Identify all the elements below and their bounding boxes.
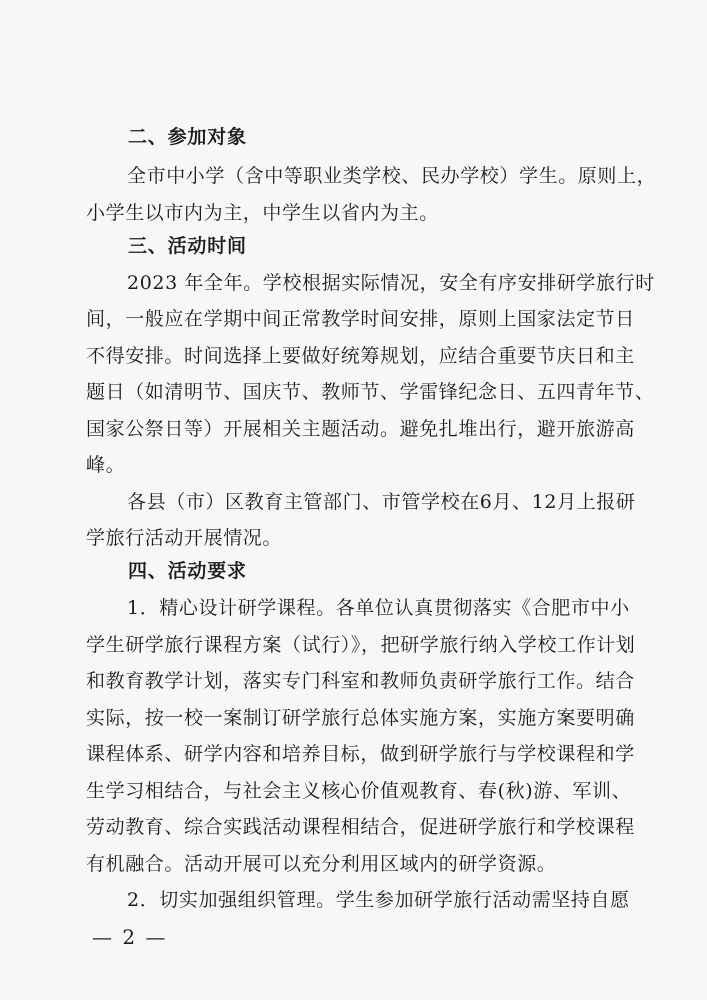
paragraph-line: 间，一般应在学期中间正常教学时间安排，原则上国家法定节日 bbox=[86, 308, 635, 330]
paragraph-line: 题日（如清明节、国庆节、教师节、学雷锋纪念日、五四青年节、 bbox=[86, 381, 655, 403]
page-number: — 2 — bbox=[92, 925, 168, 949]
paragraph-line: 小学生以市内为主，中学生以省内为主。 bbox=[86, 202, 439, 224]
section-heading-activity-time: 三、活动时间 bbox=[128, 235, 247, 257]
section-heading-activity-requirements: 四、活动要求 bbox=[128, 560, 247, 582]
paragraph-line: 各县（市）区教育主管部门、市管学校在6月、12月上报研 bbox=[127, 491, 636, 513]
paragraph-line: 2023 年全年。学校根据实际情况，安全有序安排研学旅行时 bbox=[127, 272, 655, 294]
paragraph-line: 课程体系、研学内容和培养目标，做到研学旅行与学校课程和学 bbox=[86, 743, 635, 765]
paragraph-line: 峰。 bbox=[86, 454, 126, 476]
paragraph-line: 劳动教育、综合实践活动课程相结合，促进研学旅行和学校课程 bbox=[86, 816, 635, 838]
paragraph-line: 和教育教学计划，落实专门科室和教师负责研学旅行工作。结合 bbox=[86, 670, 635, 692]
paragraph-line: 全市中小学（含中等职业类学校、民办学校）学生。原则上， bbox=[127, 165, 657, 187]
paragraph-line: 学旅行活动开展情况。 bbox=[86, 527, 283, 549]
paragraph-line: 实际，按一校一案制订研学旅行总体实施方案，实施方案要明确 bbox=[86, 707, 635, 729]
paragraph-line: 有机融合。活动开展可以充分利用区域内的研学资源。 bbox=[86, 853, 557, 875]
paragraph-line: 国家公祭日等）开展相关主题活动。避免扎堆出行，避开旅游高 bbox=[86, 418, 635, 440]
paragraph-line: 1．精心设计研学课程。各单位认真贯彻落实《合肥市中小 bbox=[127, 597, 630, 619]
paragraph-line: 生学习相结合，与社会主义核心价值观教育、春(秋)游、军训、 bbox=[86, 780, 632, 802]
paragraph-line: 学生研学旅行课程方案（试行）》，把研学旅行纳入学校工作计划 bbox=[86, 634, 636, 656]
paragraph-line: 2．切实加强组织管理。学生参加研学旅行活动需坚持自愿 bbox=[127, 889, 630, 911]
section-heading-participants: 二、参加对象 bbox=[128, 126, 247, 148]
paragraph-line: 不得安排。时间选择上要做好统筹规划，应结合重要节庆日和主 bbox=[86, 345, 635, 367]
